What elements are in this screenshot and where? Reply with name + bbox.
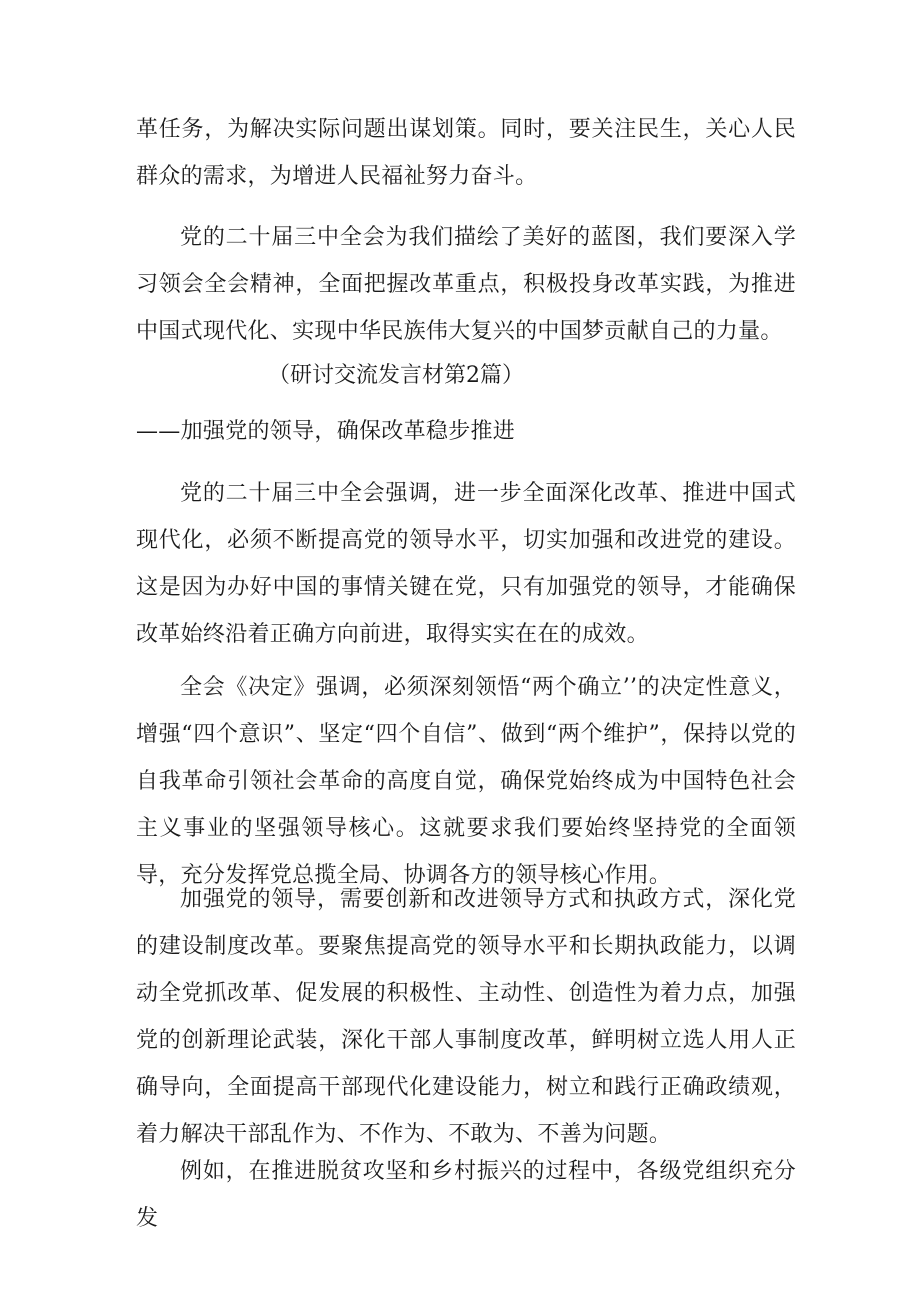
paragraph-decision: 全会《决定》强调，必须深刻领悟“两个确立’’的决定性意义，增强“四个意识”、坚定“四个自信”、做到“两个维护”，保持以党的自我革命引领社会革命的高度自觉，确保党始终成为中国特色社会主义事业的坚强领导核心。这就要求我们要始终坚持党的全面领导，充分发挥党总揽全局、协调各方的领导核心作用。 — [136, 675, 796, 888]
section-subtitle: ——加强党的领导，确保改革稳步推进 — [136, 419, 516, 444]
paragraph-reform: 加强党的领导，需要创新和改进领导方式和执政方式，深化党的建设制度改革。要聚焦提高党的领导水平和长期执政能力，以调动全党抓改革、促发展的积极性、主动性、创造性为着力点，加强党的创新理论武装，深化干部人事制度改革，鲜明树立选人用人正确导向，全面提高干部现代化建设能力，树立和践行正确政绩观，着力解决干部乱作为、不作为、不敢为、不善为问题。 — [136, 887, 796, 1147]
paragraph-blueprint: 党的二十届三中全会为我们描绘了美好的蓝图，我们要深入学习领会全会精神，全面把握改革重点，积极投身改革实践，为推进中国式现代化、实现中华民族伟大复兴的中国梦贡献自己的力量。 — [136, 225, 796, 344]
paragraph-continuation: 革任务，为解决实际问题出谋划策。同时，要关注民生，关心人民群众的需求，为增进人民福祉努力奋斗。 — [136, 117, 796, 189]
paragraph-example: 例如，在推进脱贫攻坚和乡村振兴的过程中，各级党组织充分发 — [136, 1159, 796, 1231]
section-heading: （研讨交流发言材第2篇） — [268, 363, 524, 388]
paragraph-leadership: 党的二十届三中全会强调，进一步全面深化改革、推进中国式现代化，必须不断提高党的领导水平，切实加强和改进党的建设。这是因为办好中国的事情关键在党，只有加强党的领导，才能确保改革始终沿着正确方向前进，取得实实在在的成效。 — [136, 481, 796, 647]
